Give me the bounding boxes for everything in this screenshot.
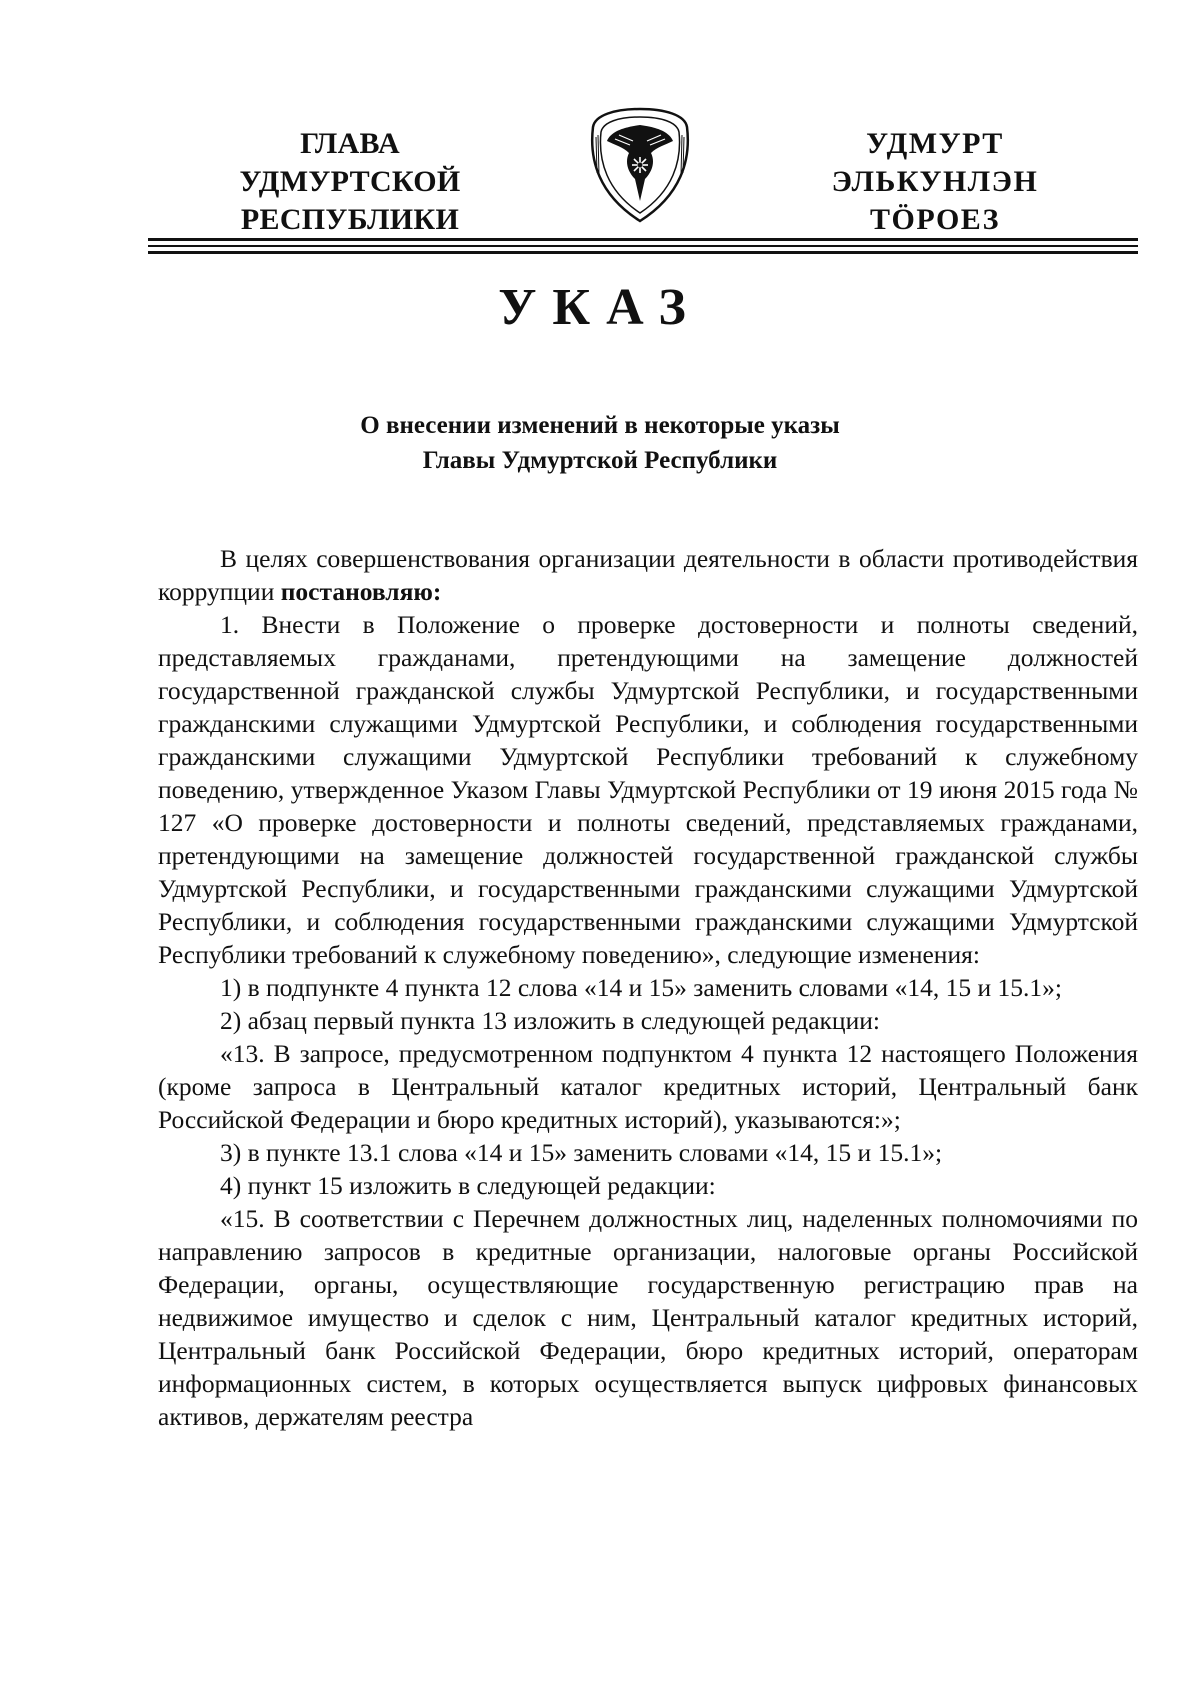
issuer-russian-line1: ГЛАВА (300, 127, 400, 160)
paragraph-3: 2) абзац первый пункта 13 изложить в следующей редакции: (220, 1006, 880, 1035)
header-divider-middle (148, 245, 1138, 247)
paragraph-7: «15. В соответствии с Перечнем должностных лиц, наделенных полномочиями по направлению запросов в кредитные организации, налоговые органы Российской Федерации, органы, осуществляющие государственную регистрацию прав на недвижимое имущество и сделок с ним, Центральный каталог кредитных историй, Центральный банк Российской Федерации, бюро кредитных историй, операторам информационных систем, в которых осуществляется выпуск цифровых финансовых активов, держателям реестра (158, 1204, 1138, 1431)
paragraph-4: «13. В запросе, предусмотренном подпунктом 4 пункта 12 настоящего Положения (кроме запроса в Центральный каталог кредитных историй, Центральный банк Российской Федерации и бюро кредитных историй), указываются:»; (158, 1039, 1138, 1134)
document-body (158, 542, 1138, 1433)
issuer-russian (140, 125, 560, 239)
header-divider-bottom (148, 251, 1138, 254)
issuer-udmurt-line1: УДМУРТ ЭЛЬКУНЛЭН (831, 127, 1039, 198)
document-title: УКАЗ (498, 279, 702, 336)
intro-decree-word: постановляю (280, 577, 433, 606)
paragraph-5: 3) в пункте 13.1 слова «14 и 15» заменить словами «14, 15 и 15.1»; (220, 1138, 943, 1167)
intro-paragraph (158, 542, 1138, 608)
subject-line2: Главы Удмуртской Республики (422, 447, 778, 474)
issuer-udmurt-line2: ТӦРОЕЗ (869, 203, 1001, 236)
paragraph-2: 1) в подпункте 4 пункта 12 слова «14 и 15» заменить словами «14, 15 и 15.1»; (220, 973, 1062, 1002)
intro-colon: : (432, 577, 442, 606)
paragraph-6: 4) пункт 15 изложить в следующей редакции: (220, 1171, 716, 1200)
document-header (0, 95, 1200, 235)
issuer-udmurt (760, 125, 1110, 239)
paragraph-1: 1. Внести в Положение о проверке достоверности и полноты сведений, представляемых гражданами, претендующими на замещение должностей государственной гражданской службы Удмуртской Республики, и государственными гражданскими служащими Удмуртской Республики, и соблюдения государственными гражданскими служащими Удмуртской Республики требований к служебному поведению, утвержденное Указом Главы Удмуртской Республики от 19 июня 2015 года № 127 «О проверке достоверности и полноты сведений, представляемых гражданами, претендующими на замещение должностей государственной гражданской службы Удмуртской Республики, и государственными гражданскими служащими Удмуртской Республики, и соблюдения государственными гражданскими служащими Удмуртской Республики требований к служебному поведению», следующие изменения: (158, 610, 1138, 969)
intro-text: В целях совершенствования организации деятельности в области противодействия коррупции (158, 544, 1138, 606)
subject-line1: О внесении изменений в некоторые указы (360, 412, 840, 439)
header-divider-top (148, 238, 1138, 241)
udmurt-coat-of-arms-icon (585, 105, 695, 225)
issuer-russian-line2: УДМУРТСКОЙ РЕСПУБЛИКИ (239, 165, 461, 236)
document-subject (0, 408, 1200, 478)
